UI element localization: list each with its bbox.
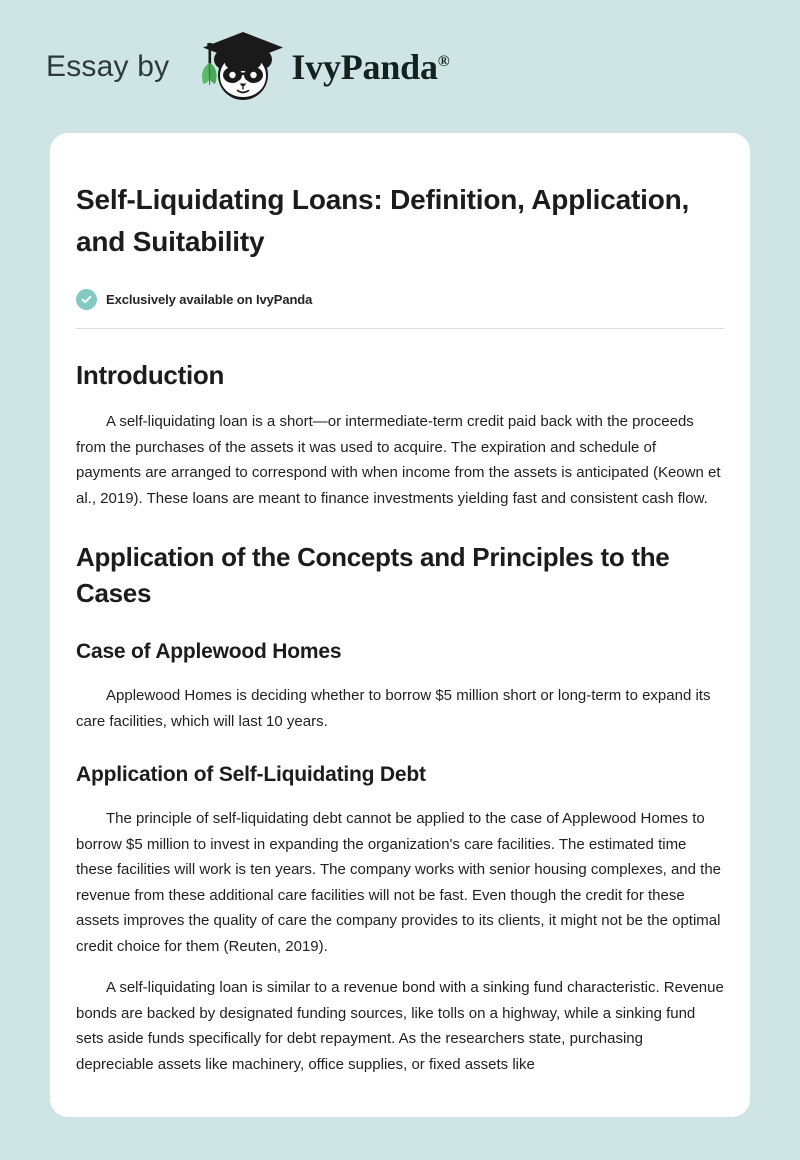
exclusive-badge-label: Exclusively available on IvyPanda	[106, 292, 313, 307]
essay-by-label: Essay by	[46, 49, 170, 83]
heading-introduction: Introduction	[76, 360, 225, 390]
heading-application-concepts: Application of the Concepts and Principles to the Cases	[76, 542, 670, 608]
document-card	[50, 133, 750, 1117]
exclusive-badge	[76, 289, 724, 310]
paragraph-introduction: A self-liquidating loan is a short—or intermediate-term credit paid back with the proceeds from the purchases of the assets it was used to acquire. The expiration and schedule of payments are arranged to correspond with when income from the assets is anticipated (Keown et al., 2019). These loans are meant to finance investments yielding fast and consistent cash flow.	[76, 413, 721, 507]
paragraph-case-applewood-homes: Applewood Homes is deciding whether to borrow $5 million short or long-term to expand its care facilities, which will last 10 years.	[76, 687, 711, 730]
brand-name-text: IvyPanda	[291, 46, 438, 87]
panda-graduate-icon	[187, 30, 287, 104]
check-circle-icon	[76, 289, 97, 310]
ivypanda-wordmark	[291, 46, 449, 88]
header-divider	[76, 328, 724, 329]
paragraph-debt-2: A self-liquidating loan is similar to a revenue bond with a sinking fund characteristic. Revenue bonds are backed by designated funding sources, like tolls on a highway, while a sinking fund sets aside funds specifically for debt repayment. As the researchers state, purchasing depreciable assets like machinery, office supplies, or fixed assets like	[76, 979, 724, 1073]
page-title: Self-Liquidating Loans: Definition, Application, and Suitability	[76, 184, 690, 257]
heading-application-self-liquidating-debt: Application of Self-Liquidating Debt	[76, 763, 426, 786]
site-header	[0, 0, 800, 133]
heading-case-applewood-homes: Case of Applewood Homes	[76, 640, 342, 663]
ivypanda-logo[interactable]	[187, 30, 449, 104]
registered-trademark-symbol: ®	[437, 52, 450, 70]
paragraph-debt-1: The principle of self-liquidating debt cannot be applied to the case of Applewood Homes to borrow $5 million to invest in expanding the organization's care facilities. The estimated time these facilities will work is ten years. The company works with senior housing complexes, and the revenue from these additional care facilities will not be fast. Even though the credit for these assets improves the quality of care the company provides to its clients, it might not be the optimal credit choice for them (Reuten, 2019).	[76, 810, 722, 955]
